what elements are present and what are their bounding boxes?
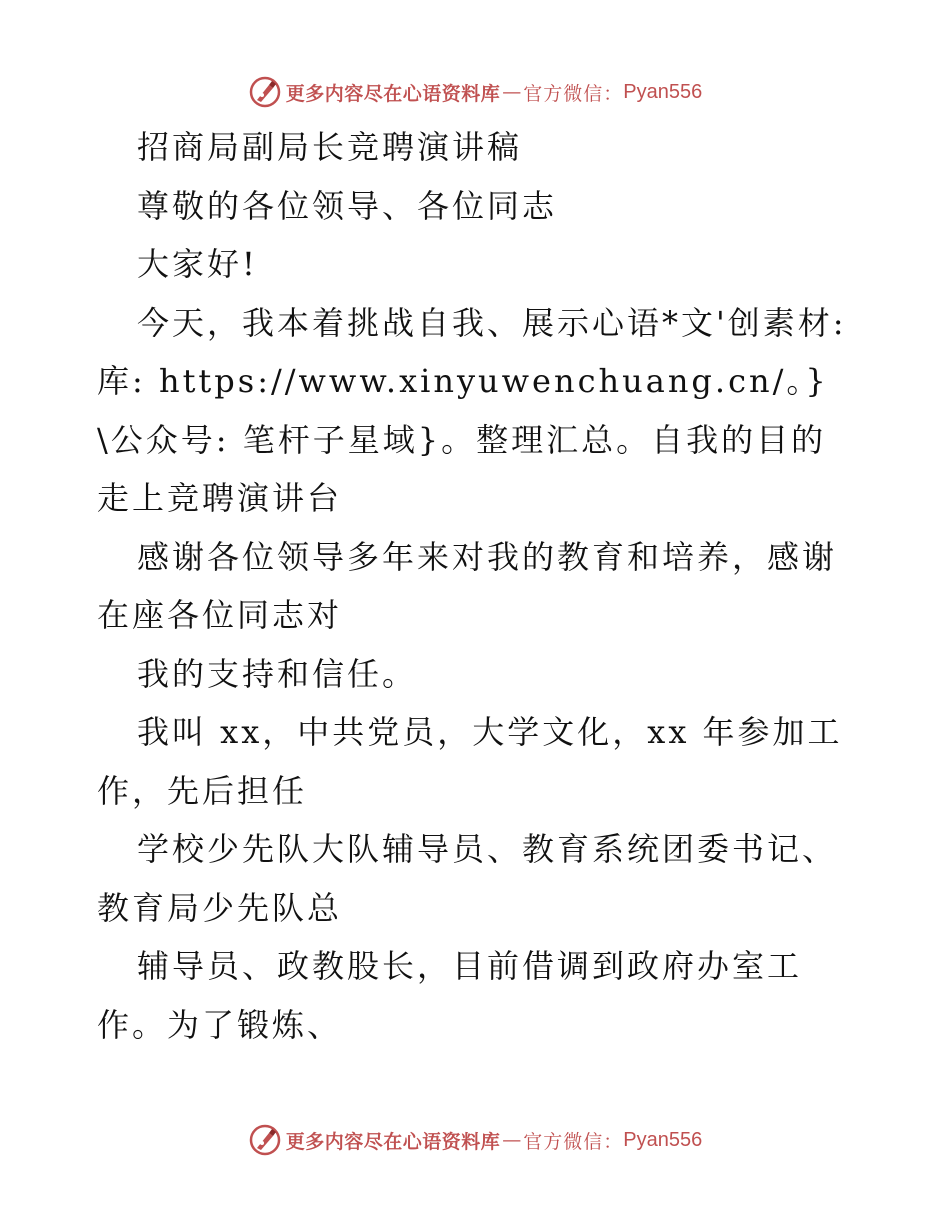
- header-slogan: 更多内容尽在心语资料库: [285, 82, 501, 105]
- header-wechat-label: 官方微信：: [523, 82, 624, 105]
- paragraph: 感谢各位领导多年来对我的教育和培养，感谢在座各位同志对: [97, 537, 838, 634]
- paragraph: 尊敬的各位领导、各位同志: [137, 186, 558, 225]
- footer-wechat-id: Pyan556: [623, 1128, 703, 1151]
- paragraph: 大家好!: [137, 245, 258, 283]
- paragraph: 我的支持和信任。: [137, 654, 418, 693]
- paragraph: 辅导员、政教股长，目前借调到政府办室工作。为了锻炼、: [97, 947, 803, 1044]
- paragraph: 学校少先队大队辅导员、教育系统团委书记、教育局少先队总: [97, 830, 838, 927]
- paragraph: 今天，我本着挑战自我、展示心语*文'创素材:库: https://www.xinyuwenchuang.cn/。}\公众号: 笔杆子星域}。整理汇总。自我的目的走上竞聘演讲台: [97, 303, 847, 517]
- header-dash: —: [502, 81, 522, 103]
- footer-slogan: 更多内容尽在心语资料库: [285, 1130, 501, 1153]
- document-body: [97, 118, 857, 1054]
- header-banner: [0, 72, 950, 112]
- footer-dash: —: [502, 1129, 522, 1151]
- document-title: 招商局副局长竞聘演讲稿: [137, 128, 523, 166]
- footer-wechat-label: 官方微信：: [523, 1130, 624, 1153]
- paragraph: 我叫 xx，中共党员，大学文化，xx 年参加工作，先后担任: [97, 713, 843, 810]
- footer-banner: [0, 1120, 950, 1160]
- pen-logo-icon: [248, 75, 282, 109]
- pen-logo-icon: [248, 1123, 282, 1157]
- header-wechat-id: Pyan556: [623, 80, 703, 103]
